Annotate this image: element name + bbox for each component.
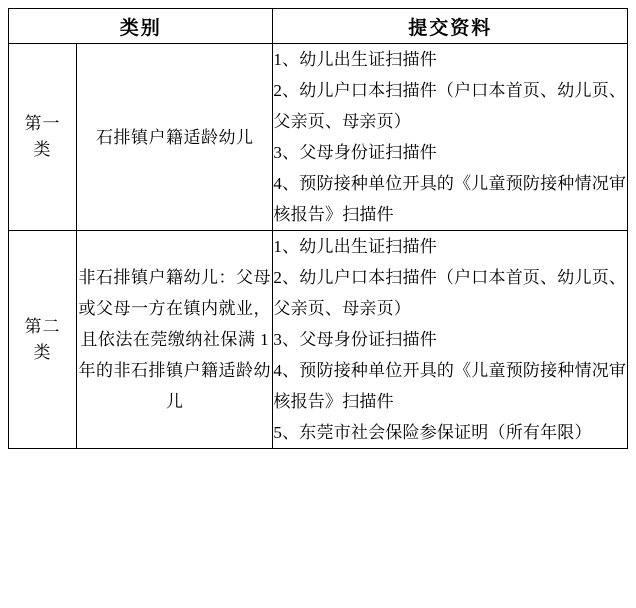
row-documents-2 <box>273 231 628 449</box>
document-item: 1、幼儿出生证扫描件 <box>273 237 437 256</box>
requirements-table <box>8 8 628 449</box>
row-type-1: 石排镇户籍适龄幼儿 <box>77 44 273 231</box>
document-item: 2、幼儿户口本扫描件（户口本首页、幼儿页、父亲页、母亲页） <box>273 268 627 318</box>
table-row <box>9 44 628 231</box>
table-header-row <box>9 9 628 44</box>
document-item: 4、预防接种单位开具的《儿童预防接种情况审核报告》扫描件 <box>273 361 627 411</box>
table-row <box>9 231 628 449</box>
header-category: 类别 <box>9 9 273 44</box>
document-item: 4、预防接种单位开具的《儿童预防接种情况审核报告》扫描件 <box>273 174 627 224</box>
row-category-2: 第二 类 <box>9 231 77 449</box>
row-type-2: 非石排镇户籍幼儿：父母或父母一方在镇内就业，且依法在莞缴纳社保满 1 年的非石排镇户籍适龄幼儿 <box>77 231 273 449</box>
document-item: 1、幼儿出生证扫描件 <box>273 50 437 69</box>
row-documents-1 <box>273 44 628 231</box>
header-documents: 提交资料 <box>273 9 628 44</box>
document-item: 2、幼儿户口本扫描件（户口本首页、幼儿页、父亲页、母亲页） <box>273 81 627 131</box>
row-category-1: 第一 类 <box>9 44 77 231</box>
document-item: 3、父母身份证扫描件 <box>273 143 437 162</box>
document-item: 3、父母身份证扫描件 <box>273 330 437 349</box>
document-item: 5、东莞市社会保险参保证明（所有年限） <box>273 423 592 442</box>
